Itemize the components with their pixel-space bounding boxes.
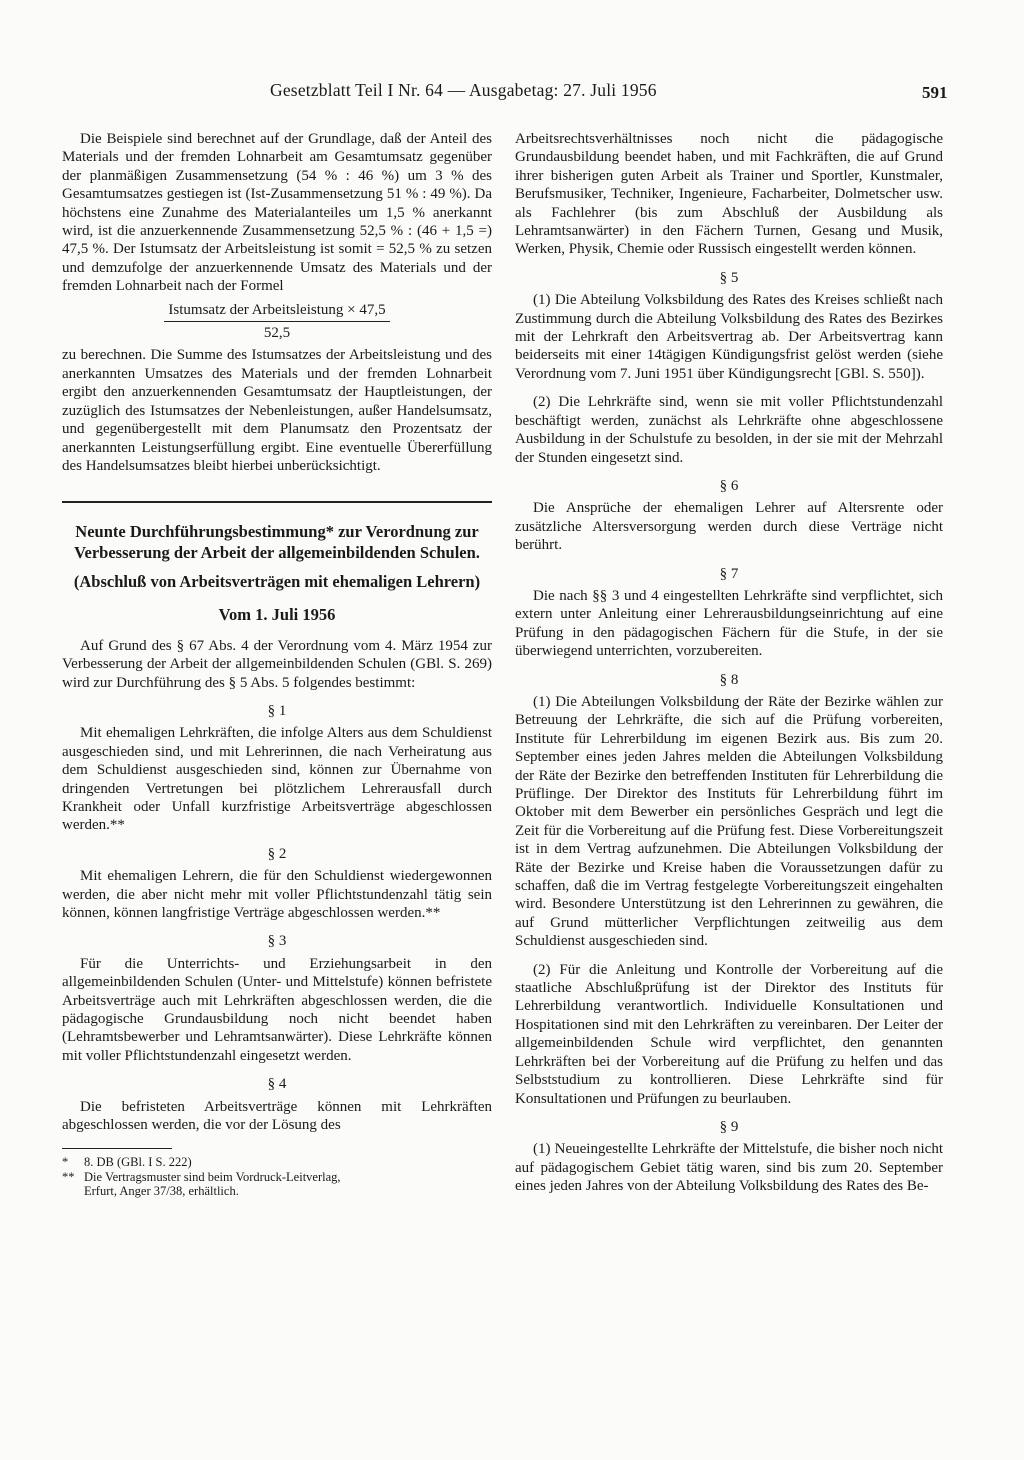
section-5-paragraph-2: (2) Die Lehrkräfte sind, wenn sie mit voller Pflichtstundenzahl beschäftigt werden, zunächst als Lehrkräfte ohne abgeschlossene Ausbildung in der Schulstufe zu besolden, in der sie mit der Mehrzahl der Stunden eingesetzt sind. (515, 394, 943, 466)
footnote-1-marker: * (62, 1155, 69, 1170)
section-1-text: Mit ehemaligen Lehrkräften, die infolge Alters aus dem Schuldienst ausgeschieden sind, und mit Lehrerinnen, die nach Verheiratung aus dem Schuldienst ausgeschieden sind, können zur Übernahme von dringenden Vertretungen bei plötzlichem Lehrerausfall durch Krankheit oder Unfall kurzfristige Arbeitsverträge abgeschlossen werden.** (62, 725, 492, 834)
section-divider (62, 501, 492, 503)
footnote-2-continuation: Erfurt, Anger 37/38, erhältlich. (84, 1184, 239, 1199)
formula (62, 301, 492, 343)
section-4-continuation: Arbeitsrechtsverhältnisses noch nicht die pädagogische Grundausbildung beendet haben, und mit Fachkräften, die auf Grund ihrer bisherigen guten Arbeit als Trainer und Sportler, Kunstmaler, Berufsmusiker, Techniker, Ingenieure, Facharbeiter, Dolmetscher usw. als Fachlehrer (bis zum Abschluß der Ausbildung als Lehramtsanwärter) in den Fächern Turnen, Gesang und Musik, Werken, Physik, Chemie oder Russisch eingestellt werden können. (515, 131, 943, 258)
section-6-heading: § 6 (719, 477, 739, 494)
preamble: Auf Grund des § 67 Abs. 4 der Verordnung vom 4. März 1954 zur Verbesserung der Arbeit der allgemeinbildenden Schulen (GBl. S. 269) wird zur Durchführung des § 5 Abs. 5 folgendes bestimmt: (62, 637, 492, 691)
right-column (515, 130, 943, 1196)
footnote-2-text: Die Vertragsmuster sind beim Vordruck-Leitverlag, (84, 1169, 341, 1184)
section-8-paragraph-1: (1) Die Abteilungen Volksbildung der Räte der Bezirke wählen zur Betreuung der Lehrkräfte, die sich auf die Prüfung vorbereiten, Institute für Lehrerbildung im eigenen Bezirk aus. Bis zum 20. September eines jeden Jahres melden die Abteilungen Volksbildung der Räte der Bezirke den betreffenden Instituten für Lehrerbildung die Prüflinge. Der Direktor des Instituts für Lehrerbildung führt im Oktober mit dem Bewerber ein persönliches Gespräch und legt die Zeit für die Vorbereitung auf die Prüfung fest. Diese Vorbereitungszeit ist in dem Vertrag aufzunehmen. Die Abteilungen Volksbildung der Räte der Bezirke und Kreise haben die Voraussetzungen dafür zu schaffen, daß die im Vertrag festgelegte Vorbereitungszeit eingehalten wird. Besondere Unterstützung ist den Lehrerinnen zu gewähren, die auf Grund mütterlicher Verpflichtungen zeitweilig aus dem Schuldienst ausgeschieden sind. (515, 693, 943, 950)
section-4-heading: § 4 (267, 1076, 287, 1093)
section-2-text: Mit ehemaligen Lehrern, die für den Schuldienst wiedergewonnen werden, die aber nicht mehr mit voller Pflichtstundenzahl tätig sein können, können langfristige Verträge abgeschlossen werden.** (62, 868, 492, 921)
left-column (62, 130, 492, 1199)
intro-paragraph-2: zu berechnen. Die Summe des Istumsatzes der Arbeitsleistung und des anerkannten Umsatzes des Materials und der fremden Lohnarbeit ergibt den anzuerkennenden Gesamtumsatz der Hauptleistungen, der zuzüglich des Istumsatzes der Nebenleistungen, außer Handelsumsatz, und gegenübergestellt mit dem Planumsatz den Prozentsatz der anerkannten Leistungserfüllung ergibt. Eine eventuelle Übererfüllung des Handelsumsatzes bleibt hierbei unberücksichtigt. (62, 347, 492, 474)
footnote-1-text: 8. DB (GBl. I S. 222) (84, 1155, 192, 1170)
page-header: Gesetzblatt Teil I Nr. 64 — Ausgabetag: 27. Juli 1956 (270, 80, 657, 100)
section-7-heading: § 7 (719, 565, 739, 582)
section-6-text: Die Ansprüche der ehemaligen Lehrer auf Altersrente oder zusätzliche Altersversorgung werden durch diese Verträge nicht berührt. (515, 500, 943, 554)
footnote-divider (62, 1148, 172, 1149)
section-1-heading: § 1 (267, 702, 287, 719)
regulation-date: Vom 1. Juli 1956 (218, 605, 336, 625)
section-9-heading: § 9 (719, 1118, 739, 1135)
intro-paragraph-1: Die Beispiele sind berechnet auf der Grundlage, daß der Anteil des Materials und der fremden Lohnarbeit am Gesamtumsatz gegenüber der planmäßigen Zusammensetzung (54 % : 46 %) um 3 % des Gesamtumsatzes gestiegen ist (Ist-Zusammensetzung 51 % : 49 %). Da höchstens eine Zunahme des Materialanteiles um 1,5 % anerkannt wird, ist die anzuerkennende Zusammensetzung 52,5 % : (46 + 1,5 =) 47,5 %. Der Istumsatz der Arbeitsleistung ist somit = 52,5 % zu setzen und demzufolge der anzuerkennende Umsatz des Materials und der fremden Lohnarbeit nach der Formel (62, 131, 492, 295)
regulation-subtitle: (Abschluß von Arbeitsverträgen mit ehemaligen Lehrern) (73, 572, 481, 592)
footnote-2-marker: ** (62, 1169, 75, 1184)
formula-denominator: 52,5 (263, 325, 291, 342)
section-4-text: Die befristeten Arbeitsverträge können mit Lehrkräften abgeschlossen werden, die vor der Lösung des (62, 1098, 492, 1134)
section-3-text: Für die Unterrichts- und Erziehungsarbeit in den allgemeinbildenden Schulen (Unter- und Mittelstufe) können befristete Arbeitsverträge auch mit Lehrkräften abgeschlossen werden, die die pädagogische Grundausbildung noch nicht beendet haben (Lehramtsbewerber und Lehramtsanwärter). Diese Lehrkräfte können mit voller Pflichtstundenzahl eingesetzt werden. (62, 955, 492, 1064)
section-5-paragraph-1: (1) Die Abteilung Volksbildung des Rates des Kreises schließt nach Zustimmung durch die Abteilung Volksbildung des Rates des Bezirkes mit der Lehrkraft den Arbeitsvertrag ab. Der Arbeitsvertrag kann beiderseits mit einer 14tägigen Kündigungsfrist gelöst werden (siehe Verordnung vom 7. Juni 1951 über Kündigungsrecht [GBl. S. 550]). (515, 292, 943, 382)
section-7-text: Die nach §§ 3 und 4 eingestellten Lehrkräfte sind verpflichtet, sich extern unter Anleitung einer Lehrerausbildungseinrichtung auf eine Prüfung in den pädagogischen Fächern für die Stufe, in der sie überwiegend unterrichten, vorzubereiten. (515, 587, 943, 660)
formula-numerator: Istumsatz der Arbeitsleistung × 47,5 (164, 301, 389, 322)
section-5-heading: § 5 (719, 269, 739, 286)
footnote-1 (62, 1155, 492, 1170)
footnote-2 (62, 1170, 492, 1199)
page-number: 591 (922, 83, 948, 102)
section-8-paragraph-2: (2) Für die Anleitung und Kontrolle der Vorbereitung auf die staatliche Abschlußprüfung ist der Direktor des Instituts für Lehrerbildung verantwortlich. Individuelle Konsultationen und Hospitationen sind mit den Lehrkräften zu vereinbaren. Der Leiter der allgemeinbildenden Schule wird verpflichtet, den genannten Lehrkräften bei der Vorbereitung auf die Prüfung zu helfen und das Selbststudium zu kontrollieren. Diese Lehrkräfte sind für Konsultationen und Prüfungen zu beurlauben. (515, 961, 943, 1107)
section-8-heading: § 8 (719, 671, 739, 688)
section-9-paragraph-1: (1) Neueingestellte Lehrkräfte der Mittelstufe, die bisher noch nicht auf pädagogischem Gebiet tätig waren, sind bis zum 20. September eines jeden Jahres von der Abteilung Volksbildung des Rates des Be- (515, 1141, 943, 1195)
section-3-heading: § 3 (267, 933, 287, 950)
regulation-title: Neunte Durchführungsbestimmung* zur Verordnung zur Verbesserung der Arbeit der allgemeinbildenden Schulen. (74, 522, 480, 563)
section-2-heading: § 2 (267, 845, 287, 862)
